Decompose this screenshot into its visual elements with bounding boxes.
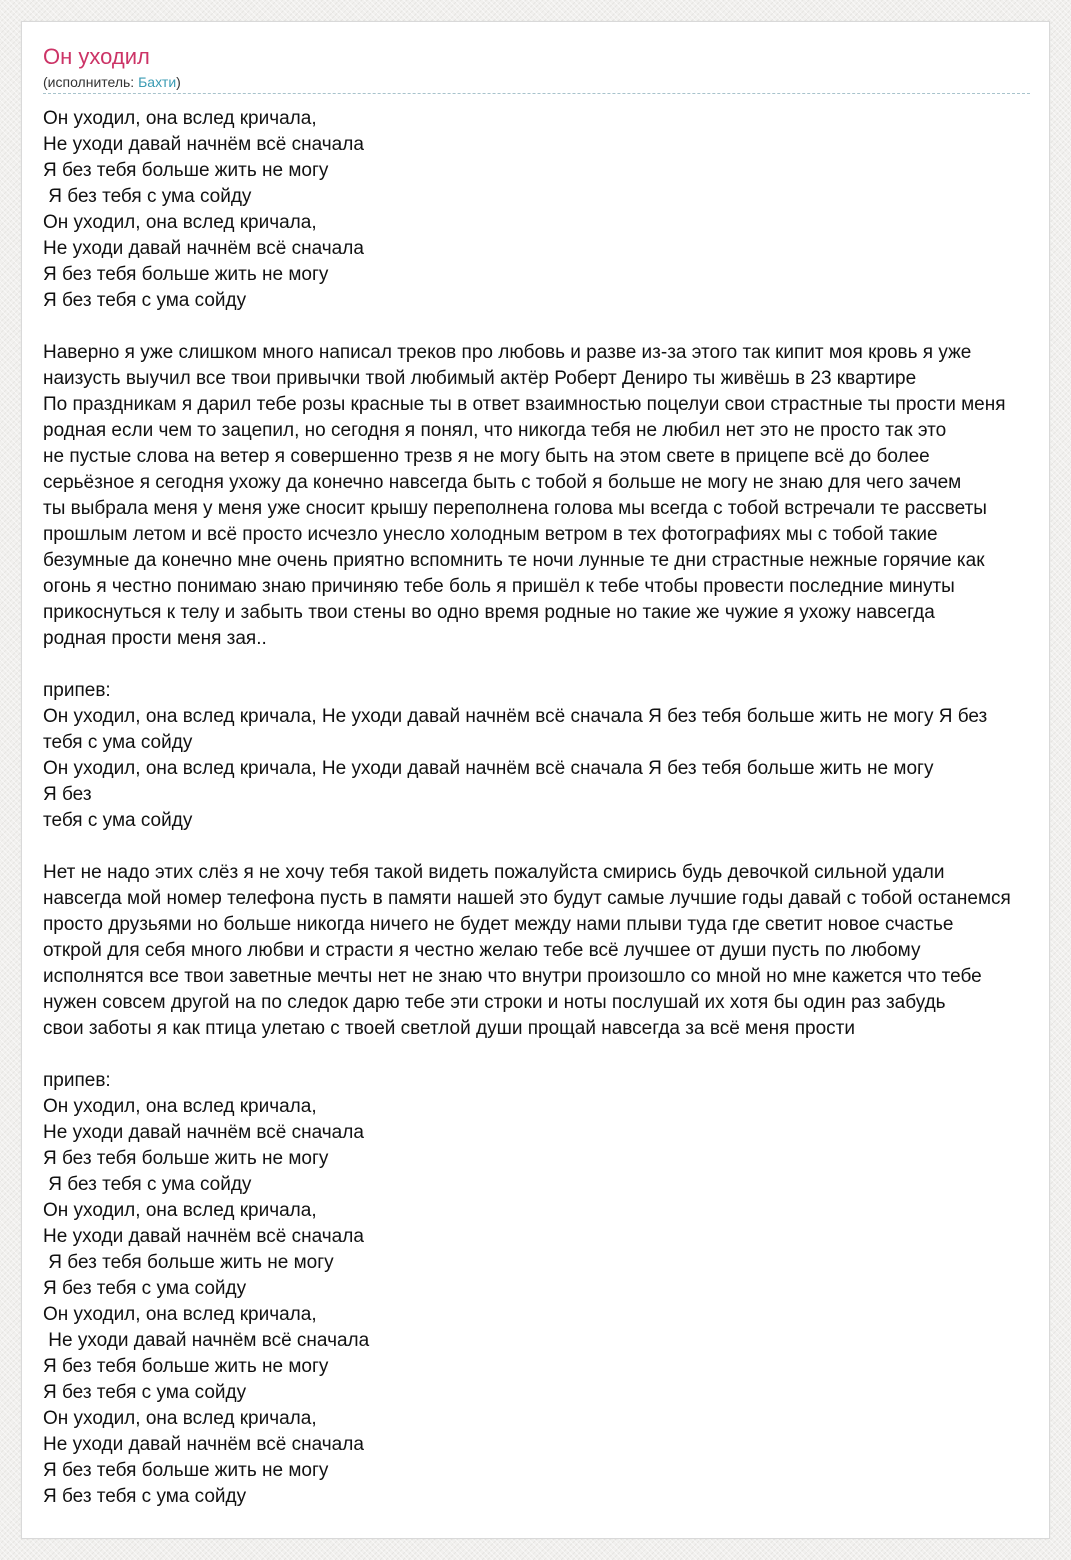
artist-link[interactable]: Бахти	[138, 74, 177, 90]
lyrics-text: Он уходил, она вслед кричала, Не уходи давай начнём всё сначала Я без тебя больше жить не могу Я без тебя с ума сойду Он уходил, она вслед кричала, Не уходи давай начнём всё сначала Я без тебя больше жить не могу Я без тебя с ума сойду Наверно я уже слишком много написал треков про любовь и разве из-за этого так кипит моя кровь я уже наизусть выучил все твои привычки твой любимый актёр Роберт Дениро ты живёшь в 23 квартире По праздникам я дарил тебе розы красные ты в ответ взаимностью поцелуи свои страстные ты прости меня родная если чем то зацепил, но сегодня я понял, что никогда тебя не любил нет это не просто так это не пустые слова на ветер я совершенно трезв я не могу быть на этом свете в прицепе всё до более серьёзное я сегодня ухожу да конечно навсегда быть с тобой я больше не могу не знаю для чего зачем ты выбрала меня у меня уже сносит крышу переполнена голова мы всегда с тобой встречали те рассветы прошлым летом и всё просто исчезло унесло холодным ветром в тех фотографиях мы с тобой такие безумные да конечно мне очень приятно вспомнить те ночи лунные те дни страстные нежные горячие как огонь я честно понимаю знаю причиняю тебе боль я пришёл к тебе чтобы провести последние минуты прикоснуться к телу и забыть твои стены во одно время родные но такие же чужие я ухожу навсегда родная прости меня зая.. припев: Он уходил, она вслед кричала, Не уходи давай начнём всё сначала Я без тебя больше жить не могу Я без тебя с ума сойду Он уходил, она вслед кричала, Не уходи давай начнём всё сначала Я без тебя больше жить не могу Я без тебя с ума сойду Нет не надо этих слёз я не хочу тебя такой видеть пожалуйста смирись будь девочкой сильной удали навсегда мой номер телефона пусть в памяти нашей это будут самые лучшие годы давай с тобой останемся просто друзьями но больше никогда ничего не будет между нами плыви туда где светит новое счастье открой для себя много любви и страсти я честно желаю тебе всё лучшее от души пусть по любому исполнятся все твои заветные мечты нет не знаю что внутри произошло со мной но мне кажется что тебе нужен совсем другой на по следок дарю тебе эти строки и ноты послушай их хотя бы один раз забудь свои заботы я как птица улетаю с твоей светлой души прощай навсегда за всё меня прости припев: Он уходил, она вслед кричала, Не уходи давай начнём всё сначала Я без тебя больше жить не могу Я без тебя с ума сойду Он уходил, она вслед кричала, Не уходи давай начнём всё сначала Я без тебя больше жить не могу Я без тебя с ума сойду Он уходил, она вслед кричала, Не уходи давай начнём всё сначала Я без тебя больше жить не могу Я без тебя с ума сойду Он уходил, она вслед кричала, Не уходи давай начнём всё сначала Я без тебя больше жить не могу Я без тебя с ума сойду	[43, 108, 1011, 1507]
artist-suffix: )	[176, 74, 181, 90]
title-divider	[43, 93, 1030, 94]
artist-line	[43, 73, 181, 91]
artist-prefix: (исполнитель:	[43, 74, 139, 90]
song-title: Он уходил	[43, 44, 150, 69]
lyrics-card	[21, 21, 1050, 1539]
